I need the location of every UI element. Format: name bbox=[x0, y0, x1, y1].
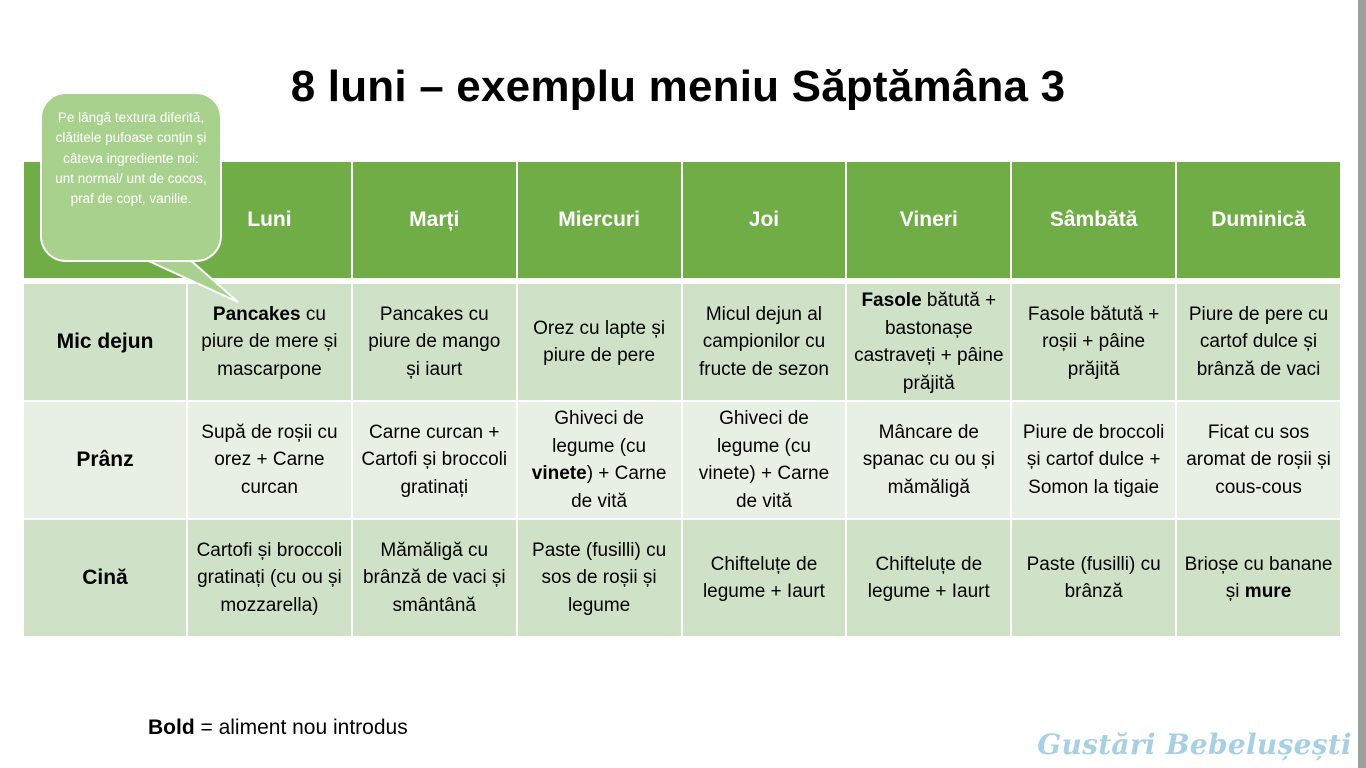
header-day: Sâmbătă bbox=[1011, 161, 1176, 281]
menu-cell bbox=[187, 401, 352, 519]
header-day: Vineri bbox=[846, 161, 1011, 281]
cell-text: Mămăligă cu brânză de vaci și smântână bbox=[362, 539, 506, 616]
cell-text: Paste (fusilli) cu brânză bbox=[1026, 553, 1161, 602]
menu-cell bbox=[1176, 401, 1341, 519]
cell-text: Supă de roșii cu orez + Carne curcan bbox=[201, 421, 338, 498]
page-title: 8 luni – exemplu meniu Săptămâna 3 bbox=[290, 62, 1066, 111]
menu-cell bbox=[517, 281, 682, 401]
menu-cell bbox=[1011, 519, 1176, 637]
menu-cell bbox=[352, 401, 517, 519]
cell-text: Chifteluțe de legume + Iaurt bbox=[867, 553, 990, 602]
menu-cell bbox=[352, 519, 517, 637]
menu-cell bbox=[846, 519, 1011, 637]
menu-cell bbox=[682, 281, 847, 401]
cell-text: bătută + bastonașe castraveți + pâine prăjită bbox=[854, 290, 1004, 394]
table-row bbox=[23, 401, 1341, 519]
cell-text: Piure de broccoli și cartof dulce + Somon la tigaie bbox=[1022, 421, 1165, 498]
table-row bbox=[23, 519, 1341, 637]
cell-text: Carne curcan + Cartofi și broccoli gratinați bbox=[361, 421, 508, 498]
cell-text: Fasole bătută + roșii + pâine prăjită bbox=[1027, 303, 1160, 380]
cell-text: Orez cu lapte și piure de pere bbox=[533, 317, 666, 366]
cell-text: Mâncare de spanac cu ou și mămăligă bbox=[862, 421, 995, 498]
header-day: Luni bbox=[187, 161, 352, 281]
callout-tail bbox=[140, 258, 250, 308]
cell-text: Brioșe cu banane și bbox=[1184, 553, 1333, 602]
menu-cell bbox=[517, 401, 682, 519]
cell-text: Ghiveci de legume (cu bbox=[552, 408, 647, 457]
legend-bold: Bold bbox=[148, 716, 195, 739]
cell-text: Cartofi și broccoli gratinați (cu ou și mozzarella) bbox=[196, 539, 343, 616]
cell-text: Micul dejun al campionilor cu fructe de sezon bbox=[698, 303, 829, 380]
header-day: Joi bbox=[682, 161, 847, 281]
legend-text: = aliment nou introdus bbox=[194, 716, 408, 739]
speech-bubble-note: Pe lângă textura diferită, clătitele pufoase conțin și câteva ingrediente noi: unt normal/ unt de cocos, praf de copt, vanilie. bbox=[40, 92, 222, 262]
cell-text: Piure de pere cu cartof dulce și brânză de vaci bbox=[1188, 303, 1329, 380]
new-food: mure bbox=[1244, 581, 1292, 602]
header-day: Duminică bbox=[1176, 161, 1341, 281]
row-label: Cină bbox=[23, 519, 187, 637]
menu-cell bbox=[682, 401, 847, 519]
menu-cell bbox=[1011, 281, 1176, 401]
new-food: vinete bbox=[531, 463, 587, 484]
cell-text: Ghiveci de legume (cu vinete) + Carne de vită bbox=[698, 408, 830, 512]
cell-text: Ficat cu sos aromat de roșii și cous-cous bbox=[1186, 421, 1331, 498]
menu-cell bbox=[846, 401, 1011, 519]
cell-text: ) + Carne de vită bbox=[571, 463, 667, 512]
watermark-logo: Gustări Bebelușești bbox=[1037, 728, 1352, 761]
menu-cell bbox=[682, 519, 847, 637]
header-day: Marți bbox=[352, 161, 517, 281]
scrollbar[interactable] bbox=[1358, 0, 1366, 768]
cell-text: cu piure de mere și mascarpone bbox=[201, 303, 338, 380]
cell-text: Chifteluțe de legume + Iaurt bbox=[702, 553, 825, 602]
header-day: Miercuri bbox=[517, 161, 682, 281]
menu-cell bbox=[1011, 401, 1176, 519]
menu-cell bbox=[846, 281, 1011, 401]
menu-cell bbox=[187, 519, 352, 637]
cell-text: Pancakes cu piure de mango și iaurt bbox=[368, 303, 501, 380]
row-label: Prânz bbox=[23, 401, 187, 519]
menu-cell bbox=[1176, 281, 1341, 401]
row-label: Mic dejun bbox=[23, 281, 187, 401]
menu-cell bbox=[1176, 519, 1341, 637]
cell-text: Paste (fusilli) cu sos de roșii și legume bbox=[532, 539, 667, 616]
menu-cell bbox=[517, 519, 682, 637]
menu-cell bbox=[352, 281, 517, 401]
new-food: Pancakes bbox=[212, 303, 301, 325]
new-food: Fasole bbox=[861, 290, 922, 311]
legend bbox=[148, 716, 408, 740]
